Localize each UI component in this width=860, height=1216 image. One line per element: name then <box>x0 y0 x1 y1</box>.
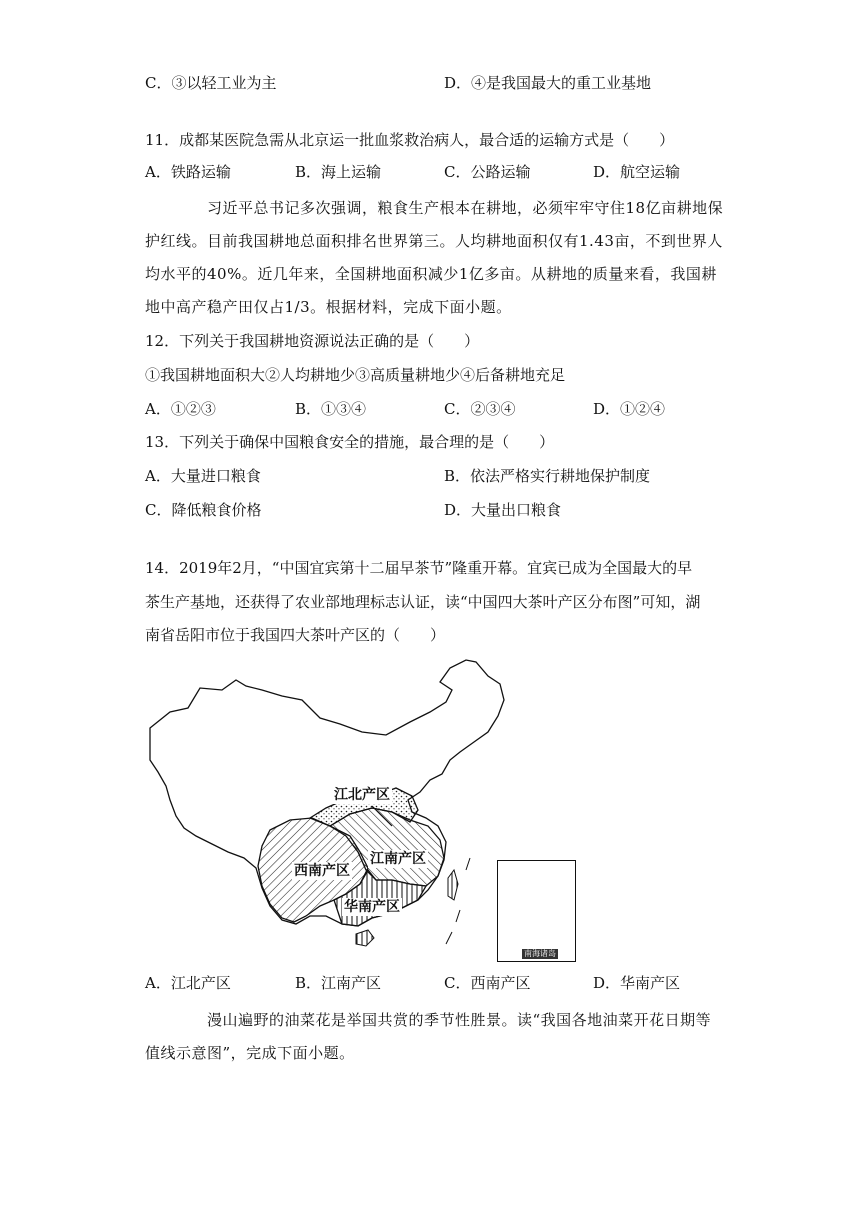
q11-option-b: B．海上运输 <box>295 163 382 181</box>
q14-option-d: D．华南产区 <box>593 974 681 992</box>
q11-option-d: D．航空运输 <box>593 163 681 181</box>
q12-option-b: B．①③④ <box>295 400 367 418</box>
label-jiangbei: 江北产区 <box>334 787 390 803</box>
q14-option-c: C．西南产区 <box>444 974 531 992</box>
taiwan-island <box>448 870 458 900</box>
inset-label: 南海诸岛 <box>524 949 556 958</box>
passage-rapeseed <box>145 1004 725 1070</box>
q12-option-a: A．①②③ <box>145 400 216 418</box>
q14-stem-line1: 14．2019年2月，“中国宜宾第十二届早茶节”隆重开幕。宜宾已成为全国最大的早 <box>145 559 693 577</box>
q13-stem: 13．下列关于确保中国粮食安全的措施，最合理的是（ ） <box>145 433 555 451</box>
q11-stem: 11．成都某医院急需从北京运一批血浆救治病人，最合适的运输方式是（ ） <box>145 131 675 149</box>
q11-option-c: C．公路运输 <box>444 163 531 181</box>
q13-option-a: A．大量进口粮食 <box>145 467 261 485</box>
hainan-island <box>356 930 374 946</box>
passage-rapeseed-text: 漫山遍野的油菜花是举国共赏的季节性胜景。读“我国各地油菜开花日期等值线示意图”，完成下面小题。 <box>145 1011 712 1062</box>
q14-stem-line3: 南省岳阳市位于我国四大茶叶产区的（ ） <box>145 626 446 644</box>
q11-option-a: A．铁路运输 <box>145 163 231 181</box>
q13-option-d: D．大量出口粮食 <box>444 501 562 519</box>
q14-option-b: B．江南产区 <box>295 974 382 992</box>
q12-option-c: C．②③④ <box>444 400 516 418</box>
q14-stem-line2: 茶生产基地，还获得了农业部地理标志认证，读“中国四大茶叶产区分布图”可知，湖 <box>145 593 701 611</box>
q12-stem: 12．下列关于我国耕地资源说法正确的是（ ） <box>145 332 480 350</box>
q10-option-d: D．④是我国最大的重工业基地 <box>444 74 652 92</box>
label-jiangnan: 江南产区 <box>370 851 426 867</box>
q13-option-b: B．依法严格实行耕地保护制度 <box>444 467 651 485</box>
passage-farmland-text: 习近平总书记多次强调，粮食生产根本在耕地，必须牢牢守住18亿亩耕地保护红线。目前我国耕地总面积排名世界第三。人均耕地面积仅有1.43亩，不到世界人均水平的40%。近几年来，全国耕地面积减少1亿多亩。从耕地的质量来看，我国耕地中高产稳产田仅占1/3。根据材料，完成下面小题。 <box>145 199 724 316</box>
q12-statements: ①我国耕地面积大②人均耕地少③高质量耕地少④后备耕地充足 <box>145 366 566 384</box>
south-china-sea-inset <box>497 860 576 962</box>
q12-option-d: D．①②④ <box>593 400 666 418</box>
label-huanan: 华南产区 <box>344 899 400 915</box>
label-xinan: 西南产区 <box>294 863 350 879</box>
q13-option-c: C．降低粮食价格 <box>145 501 262 519</box>
q10-option-c: C．③以轻工业为主 <box>145 74 277 92</box>
q14-option-a: A．江北产区 <box>145 974 231 992</box>
